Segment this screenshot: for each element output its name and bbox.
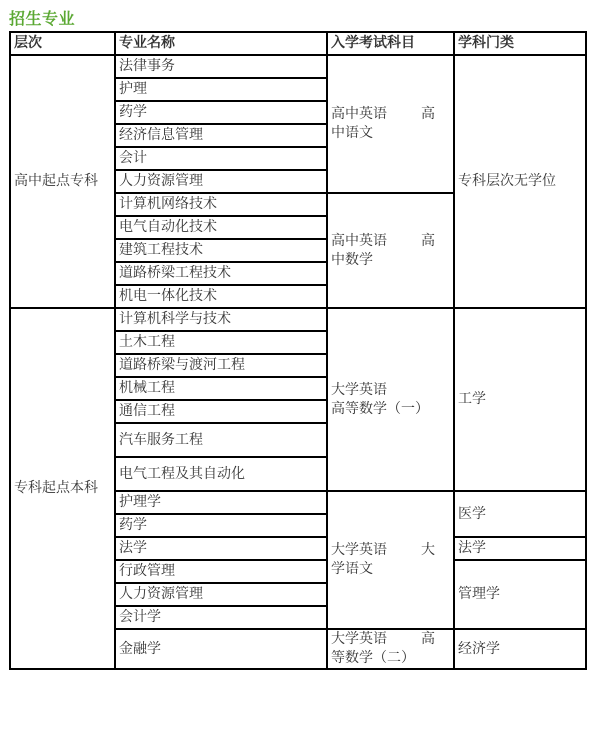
major-cell: 汽车服务工程 xyxy=(115,423,327,457)
major-cell: 护理 xyxy=(115,78,327,101)
exam-line: 高中英语 xyxy=(331,232,387,249)
category-cell: 法学 xyxy=(454,537,586,560)
exam-line: 中数学 xyxy=(331,251,373,268)
category-cell: 专科层次无学位 xyxy=(454,55,586,308)
major-cell: 道路桥梁与渡河工程 xyxy=(115,354,327,377)
exam-cell xyxy=(327,193,454,308)
exam-line: 高 xyxy=(421,232,435,249)
exam-line: 高等数学（一） xyxy=(331,400,429,417)
major-cell: 金融学 xyxy=(115,629,327,669)
section-title: 招生专业 xyxy=(9,9,76,28)
major-cell: 土木工程 xyxy=(115,331,327,354)
major-cell: 人力资源管理 xyxy=(115,170,327,193)
level-cell: 专科起点本科 xyxy=(10,308,115,669)
major-cell: 会计学 xyxy=(115,606,327,629)
major-cell: 通信工程 xyxy=(115,400,327,423)
major-cell: 电气工程及其自动化 xyxy=(115,457,327,491)
header-major: 专业名称 xyxy=(115,32,327,55)
exam-line: 学语文 xyxy=(331,561,373,577)
exam-line: 大学英语 xyxy=(331,381,387,398)
major-cell: 护理学 xyxy=(115,491,327,514)
exam-cell xyxy=(327,491,454,629)
admissions-table xyxy=(9,31,587,670)
major-cell: 计算机网络技术 xyxy=(115,193,327,216)
major-cell: 法律事务 xyxy=(115,55,327,78)
exam-line: 高中英语 xyxy=(331,106,387,122)
table-row xyxy=(10,308,586,331)
table-row xyxy=(10,55,586,78)
major-cell: 道路桥梁工程技术 xyxy=(115,262,327,285)
major-cell: 法学 xyxy=(115,537,327,560)
exam-line: 高 xyxy=(421,631,435,647)
major-cell: 会计 xyxy=(115,147,327,170)
category-cell: 医学 xyxy=(454,491,586,537)
exam-cell xyxy=(327,308,454,491)
exam-line: 高 xyxy=(421,106,435,122)
major-cell: 经济信息管理 xyxy=(115,124,327,147)
major-cell: 药学 xyxy=(115,514,327,537)
header-level: 层次 xyxy=(10,32,115,55)
major-cell: 建筑工程技术 xyxy=(115,239,327,262)
major-cell: 机电一体化技术 xyxy=(115,285,327,308)
exam-line: 大 xyxy=(421,542,435,558)
category-cell: 管理学 xyxy=(454,560,586,629)
exam-cell xyxy=(327,55,454,193)
table-header-row xyxy=(10,32,586,55)
category-cell: 工学 xyxy=(454,308,586,491)
major-cell: 药学 xyxy=(115,101,327,124)
exam-line: 大学英语 xyxy=(331,542,387,558)
major-cell: 机械工程 xyxy=(115,377,327,400)
major-cell: 电气自动化技术 xyxy=(115,216,327,239)
major-cell: 行政管理 xyxy=(115,560,327,583)
level-cell: 高中起点专科 xyxy=(10,55,115,308)
header-category: 学科门类 xyxy=(454,32,586,55)
header-exam: 入学考试科目 xyxy=(327,32,454,55)
exam-cell xyxy=(327,629,454,669)
exam-line: 等数学（二） xyxy=(331,650,415,666)
exam-line: 大学英语 xyxy=(331,631,387,647)
exam-line: 中语文 xyxy=(331,125,373,141)
major-cell: 人力资源管理 xyxy=(115,583,327,606)
major-cell: 计算机科学与技术 xyxy=(115,308,327,331)
category-cell: 经济学 xyxy=(454,629,586,669)
